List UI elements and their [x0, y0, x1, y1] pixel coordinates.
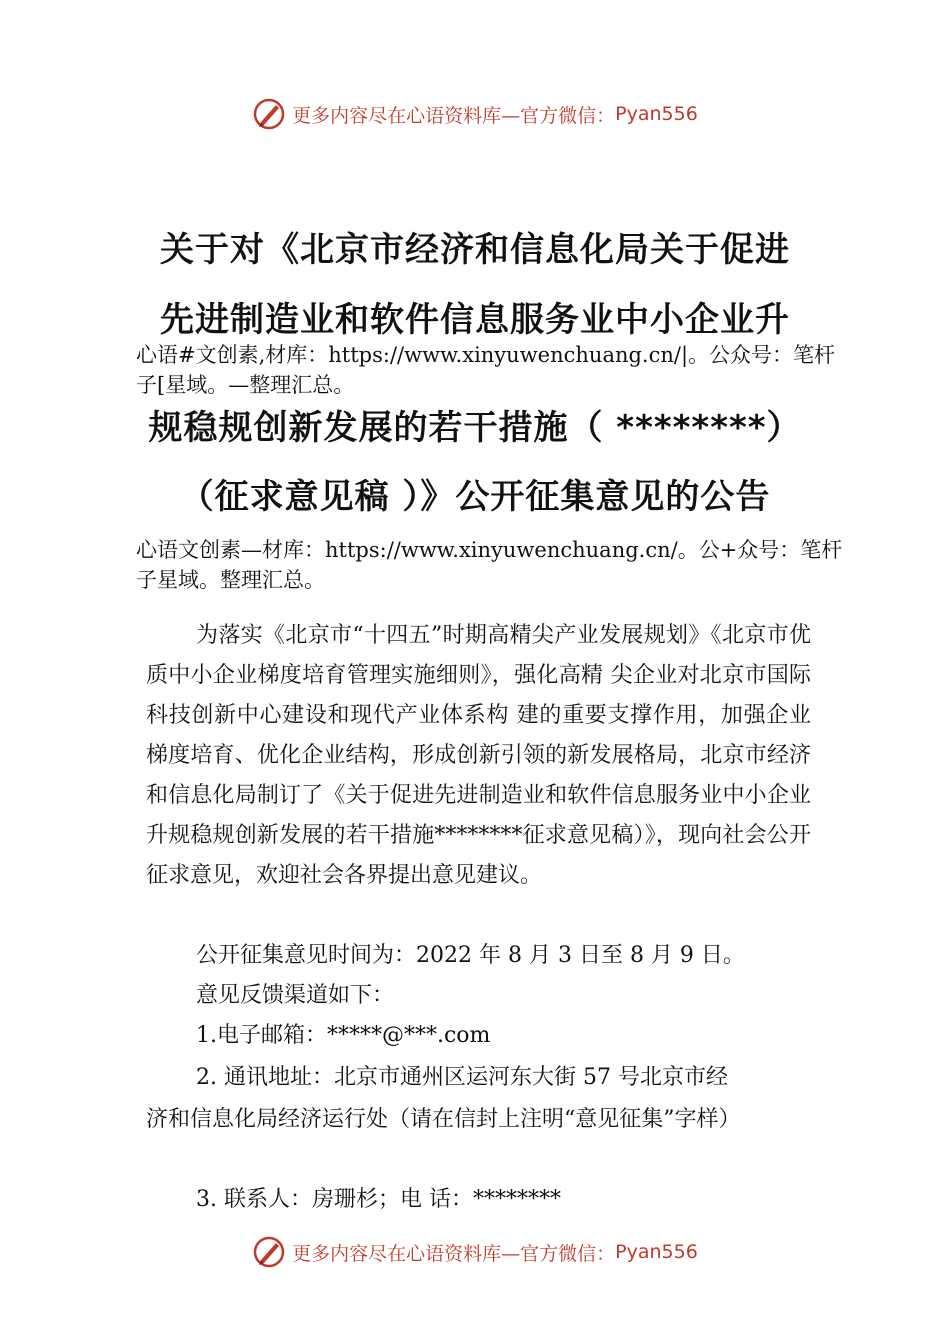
address-line: 2. 通讯地址：北京市通州区运河东大街 57 号北京市经	[196, 1065, 728, 1090]
banner-wechat-id: Pyan556	[615, 103, 698, 125]
title-line-1: 关于对《北京市经济和信息化局关于促进	[160, 230, 790, 270]
contact-line: 3. 联系人：房珊杉；电 话：********	[196, 1187, 561, 1212]
watermark-text-2: 心语文创素—材库：https://www.xinyuwenchuang.cn/。公+众号：笔杆子星域。整理汇总。	[136, 538, 843, 592]
watermark-text-1: 心语#文创素,材库：https://www.xinyuwenchuang.cn/|。公众号：笔杆子[星域。—整理汇总。	[136, 343, 836, 397]
banner-text: 更多内容尽在心语资料库—官方微信：	[292, 1242, 616, 1265]
pen-logo-icon	[252, 1235, 286, 1269]
address-continuation: 济和信息化局经济运行处（请在信封上注明“意见征集”字样）	[146, 1107, 741, 1132]
pen-logo-icon	[252, 97, 286, 131]
email-line: 1.电子邮箱：*****@***.com	[196, 1023, 491, 1048]
title-line-3: 规稳规创新发展的若干措施（ ********）	[148, 408, 802, 448]
channels-line: 意见反馈渠道如下：	[196, 983, 395, 1008]
footer-banner	[0, 1232, 950, 1272]
intro-paragraph: 为落实《北京市“十四五”时期高精尖产业发展规划》《北京市优质中小企业梯度培育管理实施细则》，强化高精 尖企业对北京市国际科技创新中心建设和现代产业体系构 建的重要支撑作用，加强企业梯度培育、优化企业结构，形成创新引领的新发展格局，北京市经济和信息化局制订了《关于促进先进制造业和软件信息服务业中小企业升规稳规创新发展的若干措施********征求意见稿）》，现向社会公开征求意见，欢迎社会各界提出意见建议。	[146, 623, 811, 888]
title-line-4: （征求意见稿 ）》公开征集意见的公告	[179, 477, 771, 517]
banner-wechat-id: Pyan556	[615, 1241, 698, 1263]
title-line-2: 先进制造业和软件信息服务业中小企业升	[160, 300, 790, 340]
period-line: 公开征集意见时间为：2022 年 8 月 3 日至 8 月 9 日。	[196, 943, 745, 968]
header-banner	[0, 94, 950, 134]
banner-text: 更多内容尽在心语资料库—官方微信：	[292, 104, 616, 127]
